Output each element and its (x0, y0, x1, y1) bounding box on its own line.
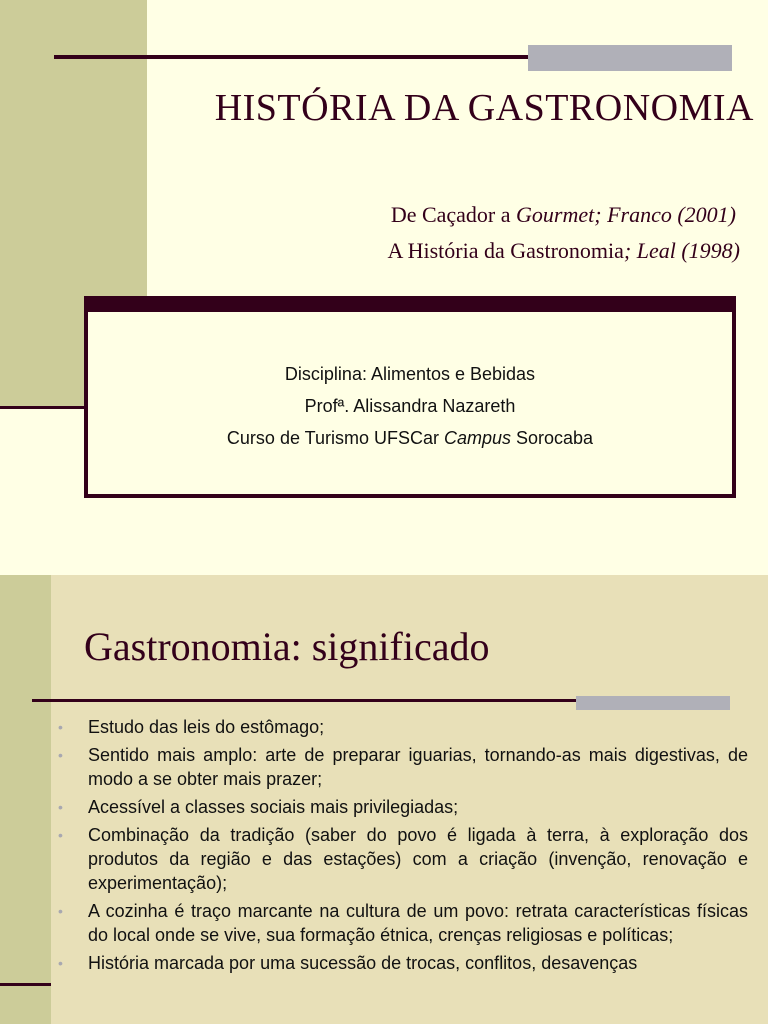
list-item (58, 823, 748, 895)
reference-franco-text: De Caçador a (390, 202, 517, 227)
list-item-text: A cozinha é traço marcante na cultura de um povo: retrata características físicas do local onde se vive, sua formação étnica, crenças religiosas e políticas; (88, 901, 748, 945)
course-program (88, 422, 732, 454)
reference-franco-italic: Gourmet; Franco (2001) (516, 202, 736, 227)
list-item-text: Acessível a classes sociais mais privilegiadas; (88, 797, 459, 817)
course-program-campus: Campus (443, 428, 512, 448)
slide1-side-line (0, 406, 86, 409)
course-program-text: Curso de Turismo UFSCar (226, 428, 444, 448)
list-item-text: Sentido mais amplo: arte de preparar iguarias, tornando-as mais digestivas, de modo a se obter mais prazer; (88, 745, 748, 789)
course-professor: Profª. Alissandra Nazareth (304, 396, 516, 416)
content-slide (0, 575, 768, 1024)
reference-leal-italic: ; Leal (1998) (623, 238, 740, 263)
bullet-icon: • (58, 955, 63, 971)
slide-title: HISTÓRIA DA GASTRONOMIA (214, 87, 754, 129)
bullet-icon: • (58, 747, 63, 763)
slide2-gray-accent (576, 696, 730, 710)
list-item-text: Combinação da tradição (saber do povo é ligada à terra, à exploração dos produtos da região e das estações) com a criação (invenção, renovação e experimentação); (88, 825, 748, 893)
list-item (58, 715, 748, 739)
list-item (58, 743, 748, 791)
list-item (58, 899, 748, 947)
reference-leal (387, 238, 740, 264)
slide2-side-line (0, 983, 51, 986)
list-item (58, 795, 748, 819)
reference-franco (391, 202, 736, 228)
list-item (58, 951, 748, 975)
list-item-text: História marcada por uma sucessão de trocas, conflitos, desavenças (88, 953, 638, 973)
bullet-list (58, 715, 748, 979)
slide2-left-bar (0, 575, 51, 1024)
list-item-text: Estudo das leis do estômago; (88, 717, 325, 737)
slide-heading: Gastronomia: significado (84, 624, 490, 669)
course-program-city: Sorocaba (511, 428, 594, 448)
bullet-icon: • (58, 799, 63, 815)
course-discipline: Disciplina: Alimentos e Bebidas (284, 364, 536, 384)
bullet-icon: • (58, 827, 63, 843)
bullet-icon: • (58, 719, 63, 735)
bullet-icon: • (58, 903, 63, 919)
reference-leal-text: A História da Gastronomia (387, 238, 624, 263)
slide1-gray-accent (528, 45, 732, 71)
course-info-box (84, 296, 736, 498)
